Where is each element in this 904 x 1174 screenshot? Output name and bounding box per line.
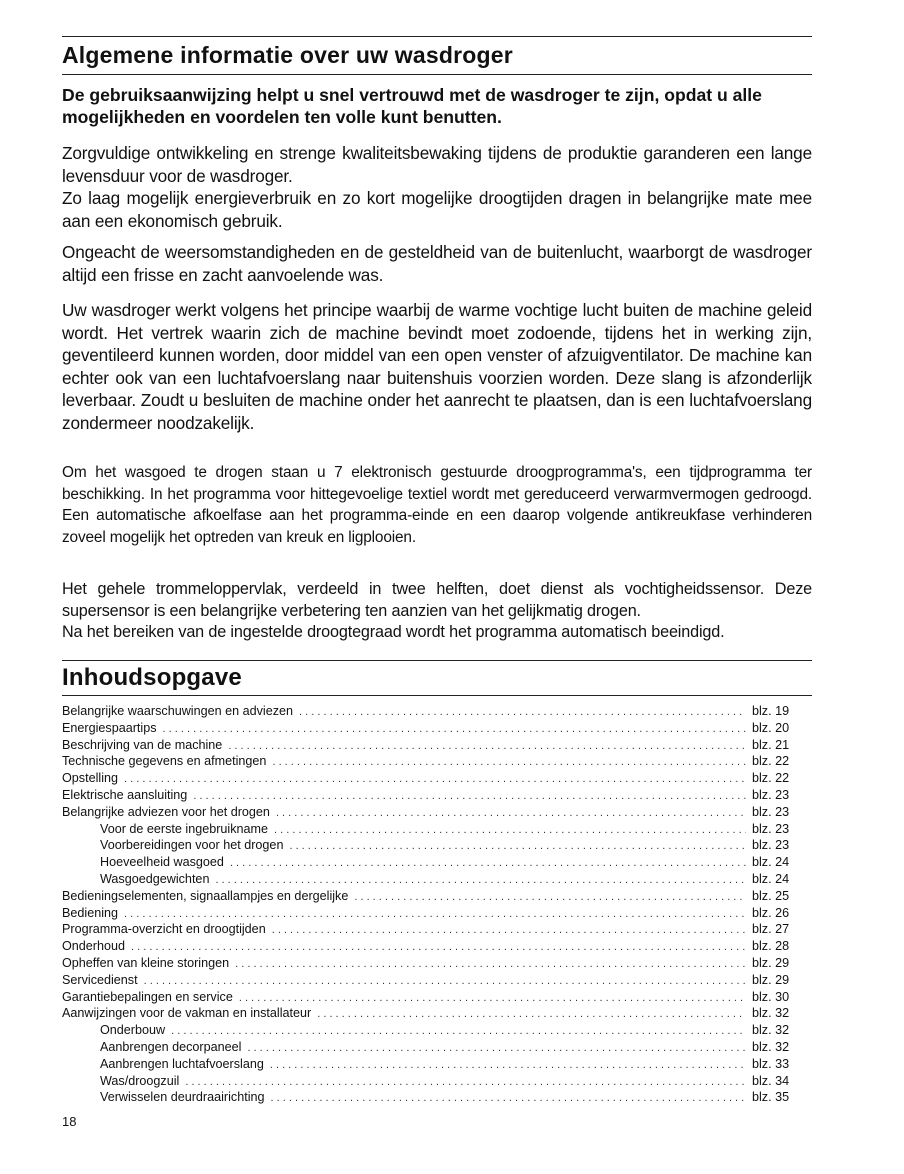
toc-row [62,837,812,854]
toc-entry-title: Servicedienst [62,972,138,987]
toc-leader-dots [247,1040,746,1057]
toc-entry-title: Aanbrengen decorpaneel [100,1039,242,1054]
toc-row [62,1089,812,1106]
toc-entry-page: blz. 35 [752,1090,790,1105]
toc-leader-dots [239,990,746,1007]
toc-row [62,1056,812,1073]
toc-entry-title: Onderbouw [100,1023,166,1038]
toc-entry-title: Opstelling [62,771,119,786]
toc-entry-title: Beschrijving van de machine [62,737,223,752]
toc-entry-page: blz. 32 [752,1006,790,1021]
toc-leader-dots [193,788,746,805]
toc-leader-dots [215,872,746,889]
toc-row [62,737,812,754]
toc-entry-title: Elektrische aansluiting [62,787,188,802]
page-number: 18 [62,1114,77,1129]
toc-leader-dots [274,822,746,839]
paragraph-weather: Ongeacht de weersomstandigheden en de gesteldheid van de buitenlucht, waarborgt de wasdroger altijd een frisse en zacht aanvoelende was. [62,242,812,285]
toc-leader-dots [276,805,746,822]
toc-entry-page: blz. 30 [752,989,790,1004]
paragraph-energy: Zo laag mogelijk energieverbruik en zo kort mogelijke droogtijden dragen in belangrijke mate mee aan een ekonomisch gebruik. [62,188,812,231]
toc-entry-page: blz. 19 [752,704,790,718]
toc-row [62,770,812,787]
toc-title: Inhoudsopgave [62,664,242,691]
toc-entry-title: Belangrijke waarschuwingen en adviezen [62,704,294,718]
toc-row [62,854,812,871]
toc-entry-title: Technische gegevens en afmetingen [62,754,267,769]
intro-paragraph: De gebruiksaanwijzing helpt u snel vertrouwd met de wasdroger te zijn, opdat u alle mogelijkheden en voordelen ten volle kunt benutten. [62,85,762,127]
section-title: Algemene informatie over uw wasdroger [62,42,513,68]
toc-leader-dots [228,738,746,755]
toc-entry-page: blz. 21 [752,737,790,752]
toc-entry-title: Hoeveelheid wasgoed [100,855,224,870]
paragraph-ventilation: Uw wasdroger werkt volgens het principe waarbij de warme vochtige lucht buiten de machine geleid wordt. Het vertrek waarin zich de machine bevindt moet zodoende, tijdens het in werking zijn, geventileerd kunnen worden, door middel van een open venster of afzuigventilator. De machine kan echter ook van een luchtafvoerslang naar buitenshuis voorzien worden. Deze slang is afzonderlijk leverbaar. Zoudt u besluiten de machine onder het aanrecht te plaatsen, dan is een luchtafvoerslang zondermeer noodzakelijk. [62,300,812,433]
toc-row [62,1039,812,1056]
toc-entry-title: Programma-overzicht en droogtijden [62,922,266,937]
toc-row [62,938,812,955]
toc-entry-page: blz. 23 [752,787,790,802]
section-header [62,36,812,75]
toc-underline [62,695,812,696]
toc-leader-dots [271,1090,746,1107]
toc-entry-title: Verwisselen deurdraairichting [100,1090,265,1105]
toc-row [62,821,812,838]
toc-entry-page: blz. 32 [752,1039,790,1054]
toc-leader-dots [124,906,746,923]
toc-entry-page: blz. 32 [752,1023,790,1038]
toc-row [62,955,812,972]
toc-leader-dots [354,889,746,906]
toc-row [62,720,812,737]
toc-entry-title: Voorbereidingen voor het drogen [100,838,284,853]
toc-row [62,1022,812,1039]
toc-leader-dots [163,721,746,738]
toc-leader-dots [124,771,746,788]
toc-leader-dots [270,1057,746,1074]
toc-entry-page: blz. 22 [752,771,790,786]
paragraph-sensor: Het gehele trommeloppervlak, verdeeld in twee helften, doet dienst als vochtigheidssensor. Deze supersensor is een belangrijke verbetering ten aanzien van het gelijkmatig drogen. [62,580,812,620]
toc-entry-page: blz. 23 [752,838,790,853]
table-of-contents [62,703,812,1106]
toc-leader-dots [235,956,746,973]
toc-entry-title: Onderhoud [62,939,126,954]
toc-entry-page: blz. 33 [752,1056,790,1071]
toc-entry-page: blz. 24 [752,855,790,870]
toc-entry-title: Voor de eerste ingebruikname [100,821,269,836]
toc-entry-title: Energiespaartips [62,720,157,735]
toc-entry-title: Was/droogzuil [100,1073,180,1088]
toc-entry-page: blz. 27 [752,922,790,937]
toc-leader-dots [230,855,746,872]
toc-entry-page: blz. 24 [752,871,790,886]
toc-entry-page: blz. 20 [752,720,790,735]
toc-entry-title: Bediening [62,905,119,920]
toc-row [62,989,812,1006]
toc-entry-title: Belangrijke adviezen voor het drogen [62,804,270,819]
toc-entry-title: Wasgoedgewichten [100,871,210,886]
toc-row [62,703,812,720]
toc-entry-title: Garantiebepalingen en service [62,989,233,1004]
toc-entry-title: Aanbrengen luchtafvoerslang [100,1056,264,1071]
toc-leader-dots [171,1023,746,1040]
toc-entry-page: blz. 29 [752,972,790,987]
toc-row [62,804,812,821]
toc-leader-dots [289,838,746,855]
title-underline [62,74,812,75]
toc-row [62,921,812,938]
toc-row [62,787,812,804]
toc-leader-dots [272,754,746,771]
toc-entry-page: blz. 28 [752,939,790,954]
toc-leader-dots [185,1074,746,1091]
toc-entry-title: Aanwijzingen voor de vakman en installateur [62,1006,312,1021]
paragraph-development: Zorgvuldige ontwikkeling en strenge kwaliteitsbewaking tijdens de produktie garanderen een lange levensduur voor de wasdroger. [62,143,812,186]
toc-row [62,753,812,770]
toc-entry-page: blz. 22 [752,754,790,769]
toc-row [62,1073,812,1090]
toc-row [62,905,812,922]
paragraph-programs: Om het wasgoed te drogen staan u 7 elektronisch gestuurde droogprogramma's, een tijdprogramma ter beschikking. In het programma voor hittegevoelige textiel wordt met gereduceerd verwarmvermogen gedroogd. Een automatische afkoelfase aan het programma-einde en een daarop volgende antikreukfase verhinderen zoveel mogelijk het optreden van kreuk en ligplooien. [62,464,812,546]
toc-leader-dots [317,1006,746,1023]
toc-leader-dots [131,939,746,956]
toc-entry-title: Opheffen van kleine storingen [62,955,230,970]
toc-entry-page: blz. 23 [752,821,790,836]
toc-row [62,888,812,905]
paragraph-end: Na het bereiken van de ingestelde droogtegraad wordt het programma automatisch beeindigd. [62,623,725,641]
toc-header [62,660,812,696]
toc-entry-page: blz. 34 [752,1073,790,1088]
toc-leader-dots [144,973,746,990]
toc-leader-dots [299,704,746,721]
toc-row [62,1005,812,1022]
toc-entry-page: blz. 23 [752,804,790,819]
toc-leader-dots [272,922,746,939]
toc-entry-page: blz. 29 [752,955,790,970]
toc-row [62,972,812,989]
toc-entry-page: blz. 25 [752,888,790,903]
toc-entry-title: Bedieningselementen, signaallampjes en dergelijke [62,888,349,903]
toc-entry-page: blz. 26 [752,905,790,920]
toc-row [62,871,812,888]
